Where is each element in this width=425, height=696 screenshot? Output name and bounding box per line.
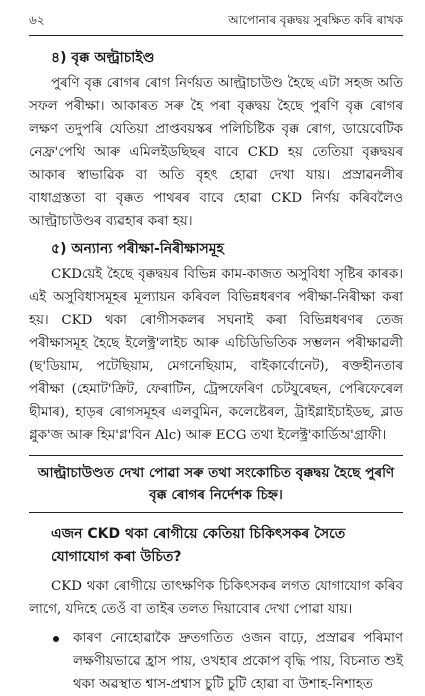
running-title: আপোনাৰ বৃক্কদ্বয় সুৰক্ষিত কৰি ৰাখক [228, 13, 403, 27]
page-header [29, 8, 403, 36]
paragraph-other-tests: CKDয়েই হৈছে বৃক্কদ্বয়ৰ বিভিন্ন কাম-কাজত অসুবিধা সৃষ্টিৰ কাৰক। এই অসুবিধাসমূহৰ মূল্যায়ন কৰিবল বিভিন্নধৰণৰ পৰীক্ষা-নিৰীক্ষা কৰা হয়। CKD থকা ৰোগীসকলৰ সঘনাই কৰা বিভিন্নধৰণৰ তেজ পৰীক্ষাসমূহ হৈছে ইলেক্ট্ৰ'লাইচ আৰু এচিডিভিতিক সম্ভলন পৰীক্ষাৱলী (ছ'ডিয়াম, পটেছিয়াম, মেগনেছিয়াম, বাইকাৰ্বোনেট), ৰক্তহীনতাৰ পৰীক্ষা (হেমাট'ক্ৰিট, ফেৰাটিন, ট্ৰেন্সফেৰিণ চেটযুৰেছন, পেৰিফেৰেল ছীমাৰ), হাড়ৰ ৰোগসমূহৰ এলবুমিন, কলেষ্টেৰল, ট্ৰাইগ্লাইচাইডছ, ব্লাড গ্লুক'জ আৰু হিম'গ্ল'বিন Alc) আৰু ECG তথা ইলেক্ট্ৰ'কাৰ্ডিঅ'গ্ৰাফী। [29, 267, 403, 443]
bullet-icon [53, 636, 59, 642]
section-heading-other-tests: ৫) অন্যান্য পৰীক্ষা-নিৰীক্ষাসমূহ [51, 241, 224, 257]
section-heading-ultrasound: ৪) বৃক্ক অল্ট্ৰাচাইণ্ড [51, 50, 155, 66]
paragraph-ultrasound: পুৰণি বৃক্ক ৰোগৰ ৰোগ নিৰ্ণয়ত আল্ট্ৰাচাউণ্ড হৈছে এটা সহজ অতি সফল পৰীক্ষা। আকাৰত সৰু হৈ পৰা বৃক্কদ্বয় হৈছে পুৰণি বৃক্ক ৰোগৰ লক্ষণ তদুপৰি যেতিয়া প্ৰাপ্তবয়স্কৰ পলিচিষ্টিক বৃক্ক ৰোগ, ডায়েবেটিক নেফ্ৰ'পেথি আৰু এমিলইডছিছৰ বাবে CKD হয় তেতিয়া বৃক্কদ্বয়ৰ আকাৰ স্বাভাৱিক বা অতি বৃহৎ হোৱা দেখা যায়। প্ৰস্ৰাৱনলীৰ বাধাগ্ৰস্ততা বা বৃক্কত পাথৰৰ বাবে হোৱা CKD নিৰ্ণয় কৰিবলৈও আল্ট্ৰাচাউণ্ডৰ ব্যৱহাৰ কৰা হয়। [29, 76, 403, 229]
symptom-list [29, 627, 403, 696]
key-point-callout: আল্ট্ৰাচাউণ্ডত দেখা পোৱা সৰু তথা সংকোচিত বৃক্কদ্বয় হৈছে পুৰণি বৃক্ক ৰোগৰ নিৰ্দেশক চিহ্ন। [29, 455, 403, 513]
page-number: ৬২ [29, 13, 45, 27]
paragraph-when-contact-doctor: CKD থকা ৰোগীয়ে তাৎক্ষণিক চিকিৎসকৰ লগত যোগাযোগ কৰিব লাগে, যদিহে তেওঁ বা তাইৰ তলত দিয়াবোৰ দেখা পোৱা যায়। [29, 579, 403, 617]
list-item [51, 627, 403, 696]
question-heading: এজন CKD থকা ৰোগীয়ে কেতিয়া চিকিৎসকৰ সৈতে যোগাযোগ কৰা উচিত? [51, 526, 346, 565]
list-item-text: কাৰণ নোহোৱাকৈ দ্ৰুতগতিত ওজন বাঢ়ে, প্ৰস্ৰাৱৰ পৰিমাণ লক্ষণীয়ভাৱে হ্ৰাস পায়, ওখহাৰ প্ৰকোপ বৃদ্ধি পায়, বিচনাত শুই থকা অৱস্থাত শ্বাস-প্ৰশ্বাস চুটি চুটি হোৱা বা উশাহ-নিশাহত [73, 631, 403, 692]
